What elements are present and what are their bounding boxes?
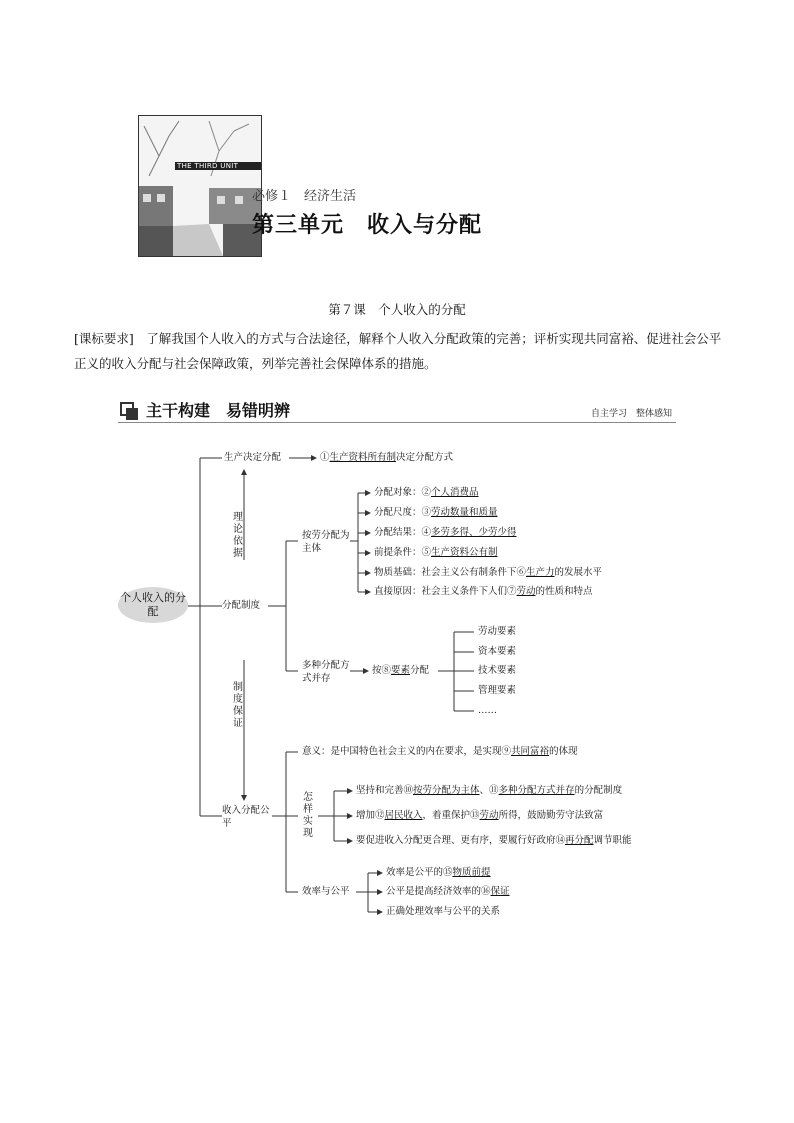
efficiency-item: 公平是提高经济效率的⑯保证 bbox=[386, 886, 510, 897]
node-efficiency-fairness: 效率与公平 bbox=[302, 886, 350, 897]
unit-caption: THE THIRD UNIT bbox=[177, 162, 239, 170]
mind-map-root: 个人收入的分配 bbox=[118, 587, 188, 623]
factor-item: 资本要素 bbox=[478, 646, 517, 657]
how-item: 增加⑫居民收入，着重保护⑬劳动所得，鼓励勤劳守法致富 bbox=[356, 810, 604, 821]
node-production: 生产决定分配 bbox=[224, 452, 282, 463]
factor-item: 技术要素 bbox=[478, 665, 517, 676]
requirements-tag: [课标要求] bbox=[74, 331, 134, 346]
node-production-result: ①生产资料所有制决定分配方式 bbox=[320, 452, 454, 463]
labor-item: 分配尺度：③劳动数量和质量 bbox=[374, 507, 498, 518]
node-labor-distribution: 按劳分配为主体 bbox=[302, 530, 350, 554]
factor-item: 劳动要素 bbox=[478, 626, 517, 637]
node-by-factors: 按⑧要素分配 bbox=[372, 665, 430, 676]
efficiency-item: 效率是公平的⑮物质前提 bbox=[386, 867, 491, 878]
course-name: 必修１ 经济生活 bbox=[252, 189, 357, 204]
how-item: 坚持和完善⑩按劳分配为主体、⑪多种分配方式并存的分配制度 bbox=[356, 785, 623, 796]
how-item: 要促进收入分配更合理、更有序，要履行好政府⑭再分配调节职能 bbox=[356, 835, 632, 846]
label-how-to-achieve: 怎样实现 bbox=[303, 792, 313, 839]
node-multiple-distribution: 多种分配方式并存 bbox=[302, 660, 350, 684]
fairness-meaning: 意义：是中国特色社会主义的内在要求，是实现⑨共同富裕的体现 bbox=[302, 746, 578, 757]
unit-title: 第三单元 收入与分配 bbox=[252, 213, 483, 238]
requirements-text: 了解我国个人收入的方式与合法途径，解释个人收入分配政策的完善；评析实现共同富裕、促进社会公平正义的收入分配与社会保障政策，列举完善社会保障体系的措施。 bbox=[74, 331, 722, 371]
labor-item: 物质基础：社会主义公有制条件下⑥生产力的发展水平 bbox=[374, 567, 603, 578]
node-distribution-fairness: 收入分配公平 bbox=[222, 805, 270, 829]
label-system-guarantee: 制度保证 bbox=[233, 682, 243, 729]
node-distribution-system: 分配制度 bbox=[222, 600, 261, 611]
labor-item: 直接原因：社会主义条件下人们⑦劳动的性质和特点 bbox=[374, 586, 593, 597]
labor-item: 分配结果：④多劳多得、少劳少得 bbox=[374, 527, 517, 538]
label-theory-basis: 理论依据 bbox=[233, 512, 243, 559]
section-subtitle: 自主学习 整体感知 bbox=[590, 409, 672, 419]
labor-item: 前提条件：⑤生产资料公有制 bbox=[374, 547, 498, 558]
labor-item: 分配对象：②个人消费品 bbox=[374, 487, 479, 498]
section-title: 主干构建 易错明辨 bbox=[146, 401, 291, 420]
lesson-title: 第７课 个人收入的分配 bbox=[328, 302, 466, 317]
factor-item: 管理要素 bbox=[478, 685, 517, 696]
efficiency-item: 正确处理效率与公平的关系 bbox=[386, 906, 501, 917]
factor-item: …… bbox=[478, 705, 497, 716]
